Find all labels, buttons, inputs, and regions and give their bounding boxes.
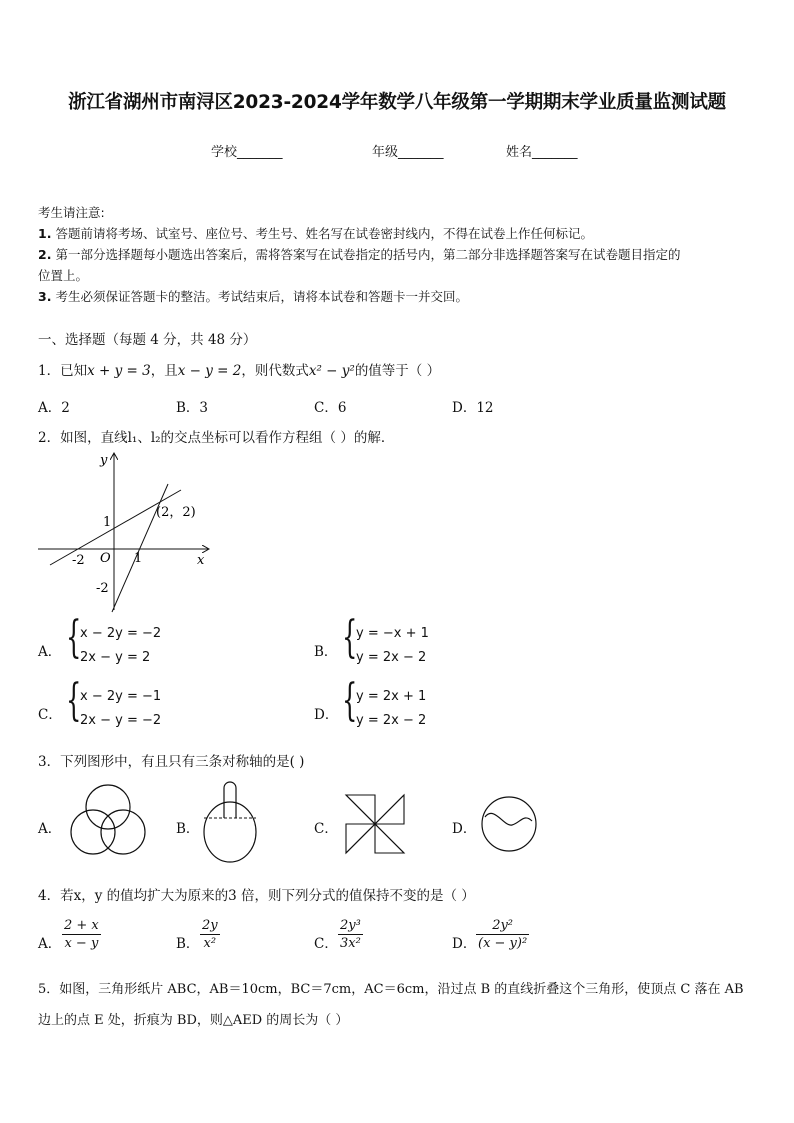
line-l1 (50, 490, 181, 565)
q1-option-d: D．12 (452, 400, 494, 416)
page-title: 浙江省湖州市南浔区2023-2024学年数学八年级第一学期期末学业质量监测试题 (68, 92, 726, 113)
q2-option-d-system: { y = 2x + 1 y = 2x − 2 (342, 675, 427, 728)
q3-option-b-paddle-figure (200, 780, 260, 864)
question-2-stem: 2．如图，直线l₁、l₂的交点坐标可以看作方程组（ ）的解． (38, 430, 395, 446)
question-1-stem: 1．已知x + y = 3，且x − y = 2，则代数式x² − y²的值等于（ ） (38, 363, 441, 379)
q2-option-a-system: { x − 2y = −2 2x − y = 2 (66, 612, 162, 665)
notes-heading: 考生请注意: (38, 205, 105, 220)
grade-field: 年级_______ (372, 145, 444, 160)
q4-option-a-fraction: $\frac{2 + x}{x - y}$ (64, 918, 99, 951)
q4-option-d-label: D． (452, 936, 477, 952)
q4-option-d-fraction: $\frac{\text{2y²}}{\text{(x − y)²}}$ (478, 918, 528, 951)
x-axis-label: x (197, 553, 205, 568)
question-5-line-2: 边上的点 E 处，折痕为 BD，则△AED 的周长为（ ） (38, 1013, 349, 1028)
y-tick-1: 1 (103, 515, 112, 530)
q3-option-c-label: C． (314, 821, 338, 837)
note-2: 2. 第一部分选择题每小题选出答案后，需将答案写在试卷指定的括号内，第二部分非选择题答案写在试卷题目指定的 (38, 247, 681, 262)
q2-option-c-system: { x − 2y = −1 2x − y = −2 (66, 675, 162, 728)
name-field: 姓名_______ (506, 145, 578, 160)
q2-coordinate-graph (30, 448, 220, 618)
q3-option-d-label: D． (452, 821, 477, 837)
q3-option-d-yinyang-figure (480, 795, 538, 853)
line-l2 (112, 484, 168, 612)
q4-option-b-label: B． (176, 936, 200, 952)
question-5-line-1: 5．如图，三角形纸片 ABC，AB＝10cm，BC＝7cm，AC＝6cm，沿过点 B 的直线折叠这个三角形，使顶点 C 落在 AB (38, 982, 744, 997)
q2-option-c-label: C． (38, 707, 62, 723)
note-3: 3. 考生必须保证答题卡的整洁。考试结束后，请将本试卷和答题卡一并交回。 (38, 289, 468, 304)
origin-label: O (100, 551, 111, 566)
y-axis-label: y (100, 453, 108, 468)
q3-option-a-label: A． (38, 821, 62, 837)
q2-option-b-label: B． (314, 644, 338, 660)
q1-option-a: A．2 (38, 400, 70, 416)
note-2-continued: 位置上。 (38, 268, 89, 283)
q2-option-b-system: { y = −x + 1 y = 2x − 2 (342, 612, 429, 665)
q3-option-a-triquetra-figure (66, 782, 150, 860)
intersection-label: (2，2) (156, 505, 196, 520)
x-tick-1: 1 (134, 551, 143, 566)
note-1: 1. 答题前请将考场、试室号、座位号、考生号、姓名写在试卷密封线内，不得在试卷上作任何标记。 (38, 226, 593, 241)
q4-option-c-label: C． (314, 936, 338, 952)
q1-option-c: C．6 (314, 400, 347, 416)
q3-option-b-label: B． (176, 821, 200, 837)
q4-option-b-fraction: $\frac{2y}{\text{x²}}$ (202, 918, 218, 951)
question-4-stem: 4．若x，y 的值均扩大为原来的3 倍，则下列分式的值保持不变的是（ ） (38, 888, 475, 904)
q1-option-b: B．3 (176, 400, 209, 416)
question-3-stem: 3．下列图形中，有且只有三条对称轴的是( ) (38, 754, 305, 770)
x-tick-neg2: -2 (72, 553, 85, 568)
q3-option-c-pinwheel-figure (344, 793, 406, 855)
school-field: 学校_______ (211, 145, 283, 160)
q2-option-a-label: A． (38, 644, 62, 660)
section-heading: 一、选择题（每题 4 分，共 48 分） (38, 332, 257, 348)
q2-option-d-label: D． (314, 707, 339, 723)
q4-option-c-fraction: $\frac{\text{2y³}}{\text{3x²}}$ (340, 918, 361, 951)
q4-option-a-label: A． (38, 936, 62, 952)
y-tick-neg2: -2 (96, 581, 109, 596)
